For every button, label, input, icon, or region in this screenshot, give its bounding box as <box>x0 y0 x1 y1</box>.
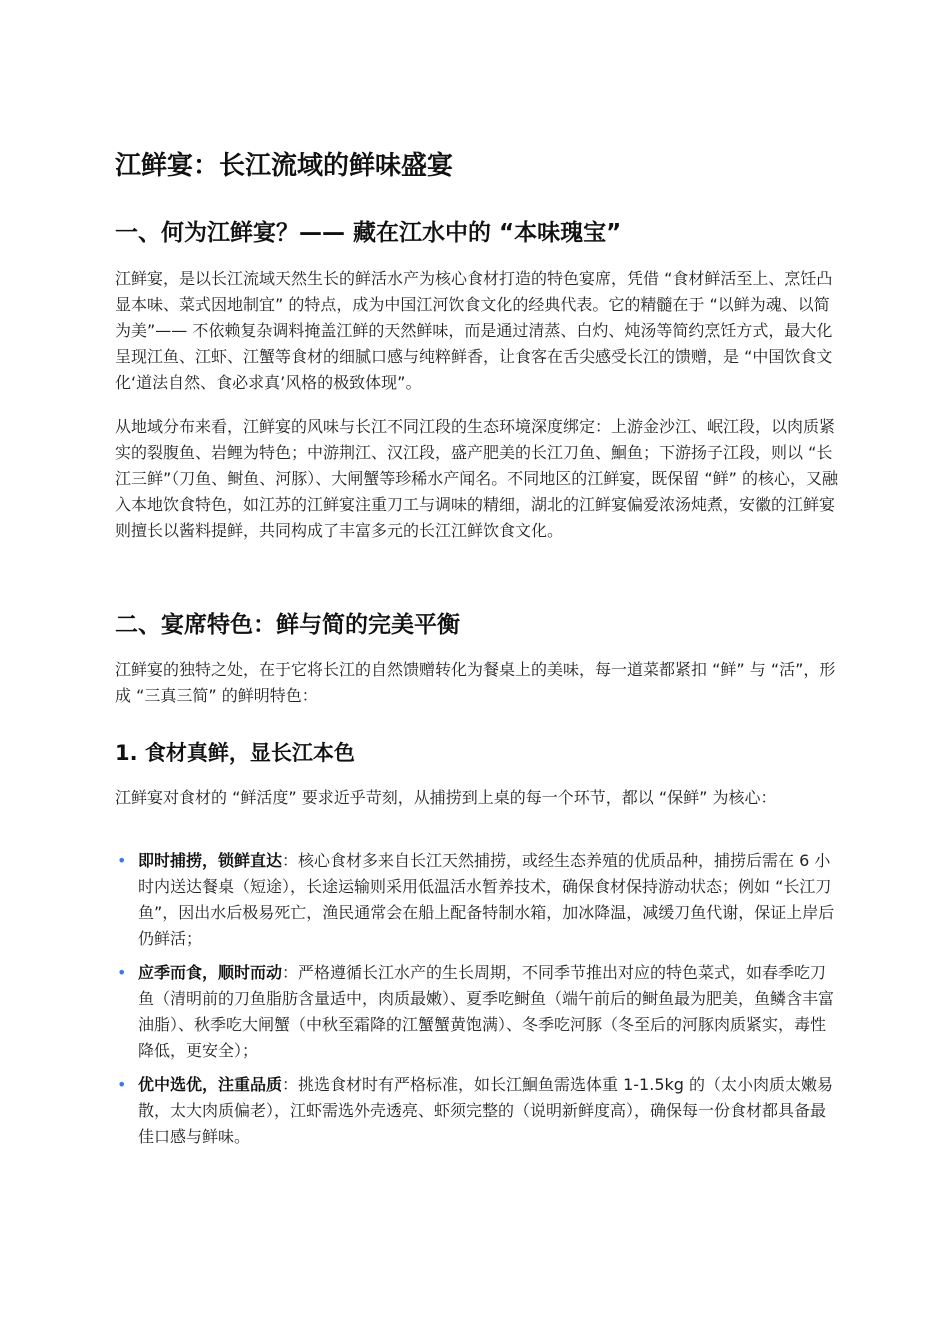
list-item <box>115 848 840 952</box>
bullet-text: ：严格遵循长江水产的生长周期，不同季节推出对应的特色菜式，如春季吃刀鱼（清明前的刀鱼脂肪含量适中，肉质最嫩）、夏季吃鲥鱼（端午前后的鲥鱼最为肥美，鱼鳞含丰富油脂）、秋季吃大闸蟹（中秋至霜降的江蟹蟹黄饱满）、冬季吃河豚（冬至后的河豚肉质紧实，毒性降低，更安全）； <box>138 963 835 1060</box>
section-2-intro: 江鲜宴的独特之处，在于它将长江的自然馈赠转化为餐桌上的美味，每一道菜都紧扣 “鲜” 与 “活”，形成 “三真三简” 的鲜明特色： <box>115 660 836 705</box>
bullet-icon: • <box>117 851 127 870</box>
subsection-1-heading: 1. 食材真鲜，显长江本色 <box>115 741 355 765</box>
bullet-lead: 应季而食，顺时而动 <box>138 963 283 982</box>
subsection-1-intro: 江鲜宴对食材的 “鲜活度” 要求近乎苛刻，从捕捞到上桌的每一个环节，都以 “保鲜” 为核心： <box>115 788 777 807</box>
bullet-text: ：挑选食材时有严格标准，如长江鮰鱼需选体重 1-1.5kg 的（太小肉质太嫩易散，太大肉质偏老），江虾需选外壳透亮、虾须完整的（说明新鲜度高），确保每一份食材都具备最佳口感与鲜味。 <box>138 1075 834 1146</box>
page-title: 江鲜宴：长江流域的鲜味盛宴 <box>115 151 454 181</box>
bullet-text: ：核心食材多来自长江天然捕捞，或经生态养殖的优质品种，捕捞后需在 6 小时内送达餐桌（短途），长途运输则采用低温活水暂养技术，确保食材保持游动状态；例如 “长江刀鱼”，因出水后极易死亡，渔民通常会在船上配备特制水箱，加冰降温，减缓刀鱼代谢，保证上岸后仍鲜活； <box>138 851 835 948</box>
bullet-icon: • <box>117 963 127 982</box>
freshness-bullet-list <box>115 848 840 1158</box>
list-item <box>115 960 840 1064</box>
bullet-lead: 优中选优，注重品质 <box>138 1075 283 1094</box>
list-item <box>115 1072 840 1150</box>
bullet-lead: 即时捕捞，锁鲜直达 <box>138 851 283 870</box>
section-2-heading: 二、宴席特色：鲜与简的完美平衡 <box>115 612 460 638</box>
section-1-heading: 一、何为江鲜宴？—— 藏在江水中的 “本味瑰宝” <box>115 220 622 246</box>
section-1-paragraph-1: 江鲜宴，是以长江流域天然生长的鲜活水产为核心食材打造的特色宴席，凭借 “食材鲜活至上、烹饪凸显本味、菜式因地制宜” 的特点，成为中国江河饮食文化的经典代表。它的精髓在于 “以鲜为魂、以简为美”—— 不依赖复杂调料掩盖江鲜的天然鲜味，而是通过清蒸、白灼、炖汤等简约烹饪方式，最大化呈现江鱼、江虾、江蟹等食材的细腻口感与纯粹鲜香，让食客在舌尖感受长江的馈赠，是 “中国饮食文化‘道法自然、食必求真’风格的极致体现”。 <box>115 269 833 392</box>
section-1-paragraph-2: 从地域分布来看，江鲜宴的风味与长江不同江段的生态环境深度绑定：上游金沙江、岷江段，以肉质紧实的裂腹鱼、岩鲤为特色；中游荆江、汉江段，盛产肥美的长江刀鱼、鮰鱼；下游扬子江段，则以 “长江三鲜”（刀鱼、鲥鱼、河豚）、大闸蟹等珍稀水产闻名。不同地区的江鲜宴，既保留 “鲜” 的核心，又融入本地饮食特色，如江苏的江鲜宴注重刀工与调味的精细，湖北的江鲜宴偏爱浓汤炖煮，安徽的江鲜宴则擅长以酱料提鲜，共同构成了丰富多元的长江江鲜饮食文化。 <box>115 417 839 540</box>
bullet-icon: • <box>117 1075 127 1094</box>
